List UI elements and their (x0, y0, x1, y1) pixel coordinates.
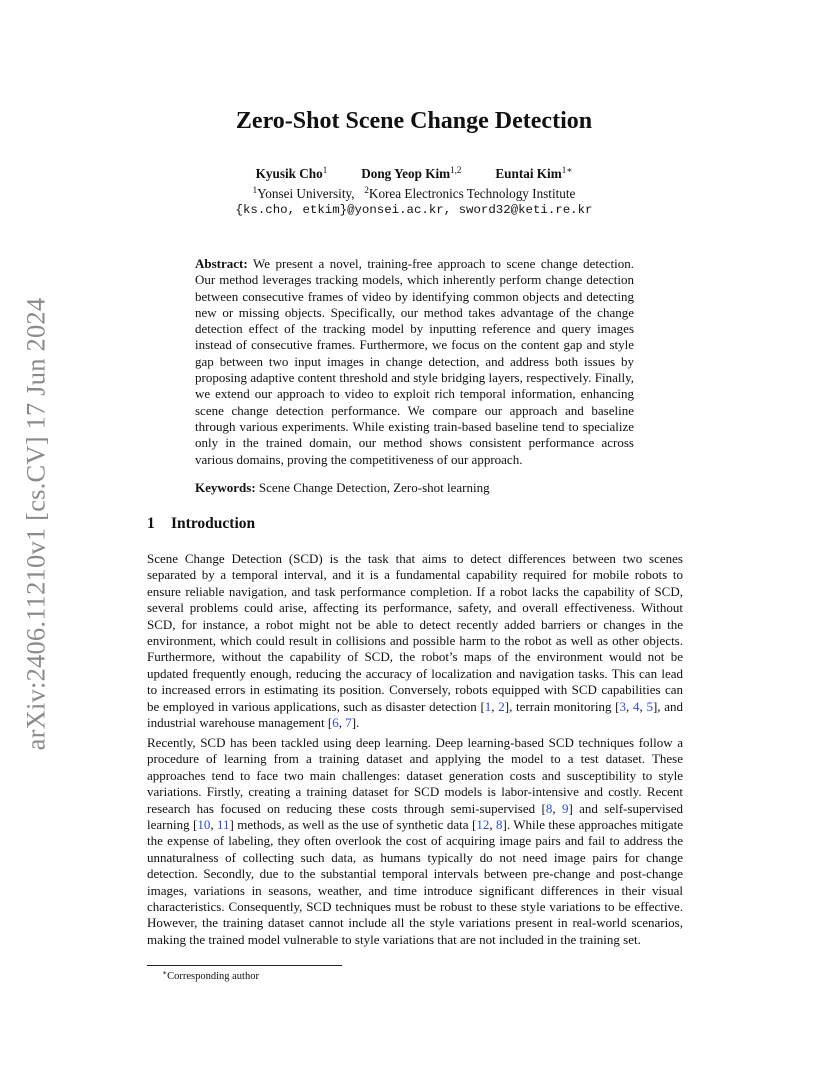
affiliation-name: Korea Electronics Technology Institute (368, 186, 576, 201)
footnote (162, 968, 259, 982)
paragraph-text: ] methods, as well as the use of synthetic data [ (229, 817, 477, 833)
citation-separator: , (210, 817, 218, 833)
citation-link[interactable]: 6 (332, 715, 339, 731)
section-number: 1 (147, 515, 155, 532)
paragraph-text: ] and self-supervised learning [ (147, 800, 683, 833)
citation-link[interactable]: 3 (619, 698, 627, 714)
citation-link[interactable]: 1 (484, 698, 492, 714)
citation-separator: , (338, 715, 346, 731)
citation-link[interactable]: 7 (345, 715, 352, 731)
keywords (195, 480, 634, 496)
author-name: Kyusik Cho (255, 166, 323, 181)
keywords-text: Scene Change Detection, Zero-shot learning (258, 480, 490, 495)
keywords-label: Keywords: (195, 480, 256, 495)
affiliations (0, 182, 828, 202)
author-emails: {ks.cho, etkim}@yonsei.ac.kr, sword32@keti.re.kr (235, 203, 593, 217)
abstract (195, 256, 634, 468)
author-name: Euntai Kim (495, 166, 562, 181)
citation-link[interactable]: 9 (561, 800, 569, 816)
abstract-label: Abstract: (195, 256, 248, 271)
section-heading (147, 515, 255, 533)
author-affiliation-mark: 1,2 (450, 165, 462, 175)
citation-link[interactable]: 12 (476, 817, 490, 833)
citation-link[interactable]: 4 (632, 698, 640, 714)
paragraph-text: Scene Change Detection (SCD) is the task that aims to detect differences between two scenes separated by a temporal interval, and it is a fundamental capability required for mobile robots to ensure reliable navigation, and task performance completion. If a robot lacks the capability of SCD, several problems could arise, affecting its performance, safety, and overall effectiveness. Without SCD, for instance, a robot might not be able to detect recently added barriers or changes in the environment, which could result in collisions and possible harm to the robot as well as other objects. Furthermore, without the capability of SCD, the robot’s maps of the environment would not be updated frequently enough, reducing the accuracy of localization and navigation tasks. This can lead to increased errors in estimating its position. Conversely, robots equipped with SCD capabilities can be employed in various applications, such as disaster detection [ (147, 551, 683, 714)
citation-link[interactable]: 10 (197, 817, 211, 833)
arxiv-sidebar-stamp (16, 288, 56, 760)
affiliation-mark: 2 (364, 185, 369, 195)
abstract-text: We present a novel, training-free approach to scene change detection. Our method leverages tracking models, which inherently perform change detection between consecutive frames of video by identifying common objects and detecting new or missing objects. Specifically, our method takes advantage of the change detection effect of the tracking model by inputting reference and query images instead of consecutive frames. Furthermore, we focus on the content gap and style gap between two input images in change detection, and address both issues by proposing adaptive content threshold and style bridging layers, respectively. Finally, we extend our approach to video to exploit rich temporal information, enhancing scene change detection performance. We compare our approach and baseline through various experiments. While existing train-based baseline tend to specialize only in the trained domain, our method shows consistent performance across various domains, proving the competitiveness of our approach. (195, 256, 635, 467)
citation-link[interactable]: 11 (217, 817, 230, 833)
author-affiliation-mark: 1 (322, 165, 328, 175)
author-block (0, 162, 828, 218)
intro-paragraph-1 (147, 551, 683, 731)
citation-separator: , (626, 698, 633, 714)
citation-separator: , (489, 817, 496, 833)
affiliation-mark: 1 (252, 185, 258, 195)
footnote-text: Corresponding author (167, 971, 259, 982)
arxiv-identifier: arXiv:2406.11210v1 [cs.CV] 17 Jun 2024 (20, 297, 51, 751)
intro-paragraph-2 (147, 735, 683, 948)
citation-separator: , (552, 800, 562, 816)
citation-link[interactable]: 5 (646, 698, 653, 714)
citation-separator: , (491, 698, 499, 714)
paper-title: Zero-Shot Scene Change Detection (235, 108, 593, 134)
section-title: Introduction (171, 515, 256, 532)
paragraph-text: ], and industrial warehouse management [ (147, 698, 684, 731)
paragraph-text: ], terrain monitoring [ (504, 698, 620, 714)
paragraph-text: Recently, SCD has been tackled using deep learning. Deep learning-based SCD techniques follow a procedure of learning from a training dataset and applying the model to a test dataset. These approaches tend to face two main challenges: dataset generation costs and susceptibility to style variations. Firstly, creating a training dataset for SCD models is labor-intensive and costly. Recent research has focused on reducing these costs through semi-supervised [ (147, 735, 683, 816)
paragraph-text: ]. While these approaches mitigate the expense of labeling, they often overlook the cost of acquiring image pairs and fail to address the unnaturalness of collecting such data, as humans typically do not need image pairs for change detection. Secondly, due to the substantial temporal intervals between pre-change and post-change images, variations in seasons, weather, and time introduce significant differences in their visual characteristics. Consequently, SCD techniques must be robust to these style variations to be effective. However, the training dataset cannot include all the style variations present in real-world scenarios, making the trained model vulnerable to style variations that are not included in the training set. (147, 817, 684, 947)
author-names (0, 162, 828, 182)
author-affiliation-mark: 1∗ (561, 165, 573, 175)
citation-separator: , (639, 698, 647, 714)
affiliation-name: Yonsei University, (257, 186, 355, 201)
footnote-rule (147, 965, 342, 966)
citation-link[interactable]: 8 (545, 800, 553, 816)
citation-link[interactable]: 8 (495, 817, 503, 833)
citation-link[interactable]: 2 (498, 698, 505, 714)
author-name: Dong Yeop Kim (361, 166, 451, 181)
paragraph-text: ]. (351, 715, 360, 731)
footnote-mark: ∗ (162, 968, 168, 977)
